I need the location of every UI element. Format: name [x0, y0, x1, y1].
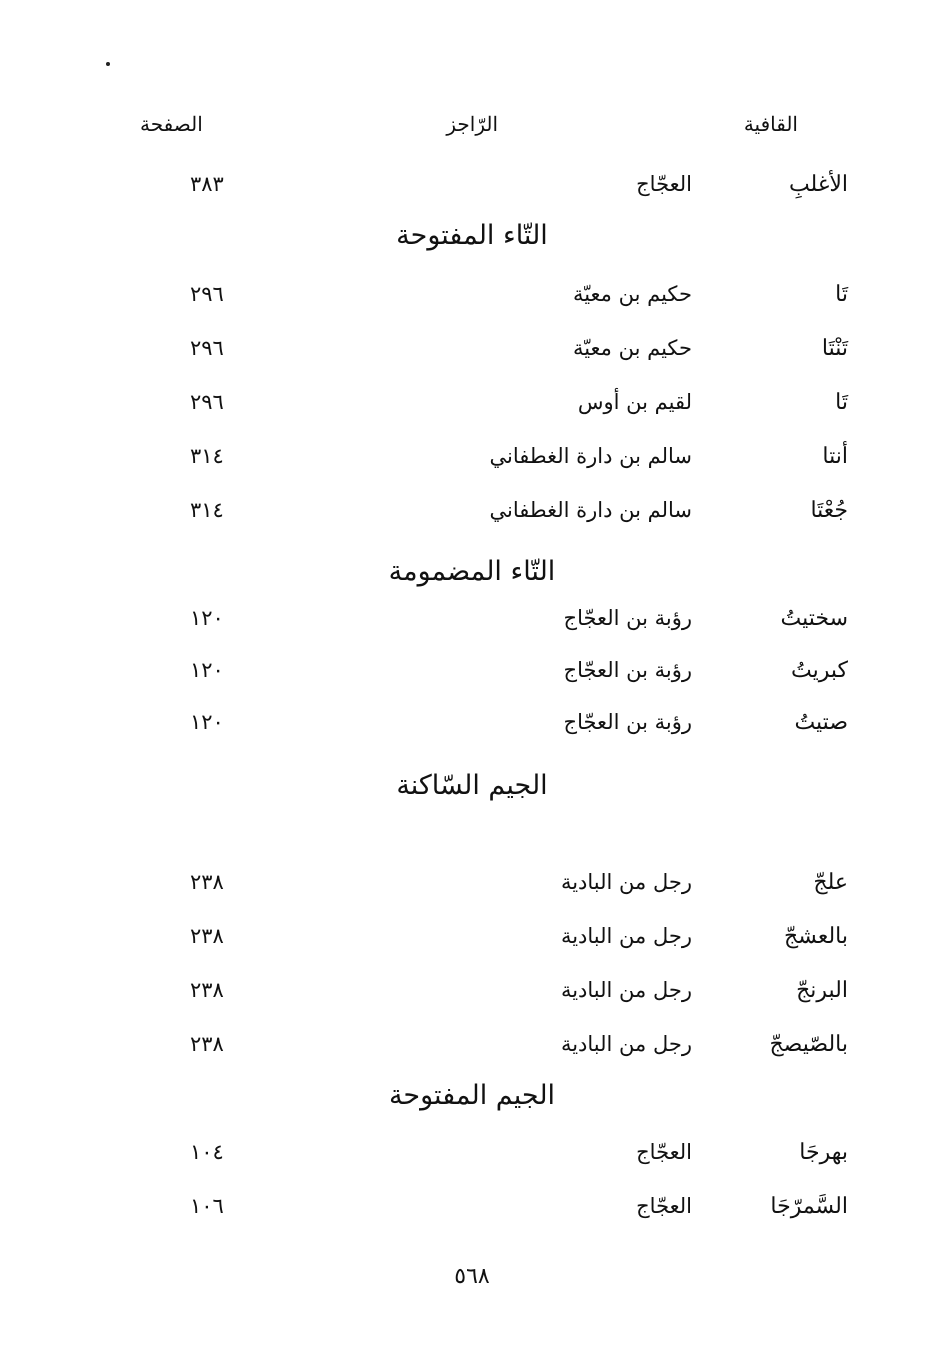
index-entry — [0, 978, 944, 1018]
index-entry — [0, 498, 944, 538]
index-entry — [0, 1140, 944, 1180]
entry-rhyme: كبريتُ — [791, 658, 848, 683]
section-title: الجيم المفتوحة — [388, 1080, 556, 1111]
entry-poet: حكيم بن معيّة — [572, 336, 692, 360]
page-number: ٥٦٨ — [454, 1264, 490, 1289]
entry-rhyme: بالصّيصجّ — [769, 1032, 848, 1057]
entry-page: ٣١٤ — [190, 498, 224, 522]
entry-page: ٣١٤ — [190, 444, 224, 468]
header-poet: الرّاجز — [446, 112, 498, 136]
entry-poet: رؤبة بن العجّاج — [563, 710, 692, 734]
entry-rhyme: صتيتُ — [794, 710, 848, 735]
index-entry — [0, 390, 944, 430]
entry-poet: رؤبة بن العجّاج — [563, 658, 692, 682]
entry-page: ٢٩٦ — [190, 282, 224, 306]
entry-poet: العجّاج — [636, 1140, 692, 1164]
entry-rhyme: البرنجّ — [796, 978, 848, 1003]
index-entry — [0, 444, 944, 484]
entry-rhyme: علجّ — [813, 870, 848, 895]
section-title: التّاء المفتوحة — [396, 220, 548, 251]
entry-poet: رجل من البادية — [560, 870, 692, 894]
column-headers — [0, 112, 944, 152]
entry-poet: رجل من البادية — [560, 924, 692, 948]
entry-poet: رجل من البادية — [560, 978, 692, 1002]
entry-rhyme: أنتا — [822, 444, 848, 469]
index-entry — [0, 606, 944, 646]
entry-page: ٢٣٨ — [190, 1032, 224, 1056]
entry-page: ١٠٦ — [190, 1194, 224, 1218]
entry-rhyme: تَا — [835, 282, 848, 307]
entry-rhyme: جُعْتَا — [810, 498, 848, 523]
index-entry — [0, 924, 944, 964]
entry-page: ٢٩٦ — [190, 390, 224, 414]
index-entry — [0, 282, 944, 322]
entry-poet: العجّاج — [636, 172, 692, 196]
header-rhyme: القافية — [743, 112, 798, 136]
stray-mark — [106, 62, 110, 66]
entry-page: ١٢٠ — [190, 658, 224, 682]
header-page: الصفحة — [140, 112, 203, 136]
index-entry — [0, 172, 944, 212]
entry-page: ٣٨٣ — [190, 172, 224, 196]
index-entry — [0, 336, 944, 376]
entry-rhyme: بالعشجّ — [784, 924, 848, 949]
entry-rhyme: السَّمرّجَا — [770, 1194, 848, 1219]
section-title: التّاء المضمومة — [388, 556, 556, 587]
entry-page: ٢٣٨ — [190, 870, 224, 894]
entry-rhyme: بهرجَا — [799, 1140, 848, 1165]
entry-poet: سالم بن دارة الغطفاني — [489, 498, 692, 522]
entry-rhyme: سختيتُ — [780, 606, 848, 631]
entry-rhyme: الأغلبِ — [788, 172, 848, 197]
index-entry — [0, 1194, 944, 1234]
section-title: الجيم السّاكنة — [396, 770, 548, 801]
entry-poet: العجّاج — [636, 1194, 692, 1218]
entry-page: ٢٩٦ — [190, 336, 224, 360]
entry-rhyme: تَا — [835, 390, 848, 415]
entry-poet: لقيم بن أوس — [577, 390, 692, 414]
entry-poet: حكيم بن معيّة — [572, 282, 692, 306]
index-entry — [0, 870, 944, 910]
index-entry — [0, 1032, 944, 1072]
entry-poet: رؤبة بن العجّاج — [563, 606, 692, 630]
entry-page: ٢٣٨ — [190, 978, 224, 1002]
entry-poet: سالم بن دارة الغطفاني — [489, 444, 692, 468]
entry-page: ١٢٠ — [190, 606, 224, 630]
entry-page: ١٢٠ — [190, 710, 224, 734]
entry-rhyme: تَنْتَا — [821, 336, 848, 361]
entry-poet: رجل من البادية — [560, 1032, 692, 1056]
entry-page: ١٠٤ — [190, 1140, 224, 1164]
index-entry — [0, 658, 944, 698]
entry-page: ٢٣٨ — [190, 924, 224, 948]
index-entry — [0, 710, 944, 750]
